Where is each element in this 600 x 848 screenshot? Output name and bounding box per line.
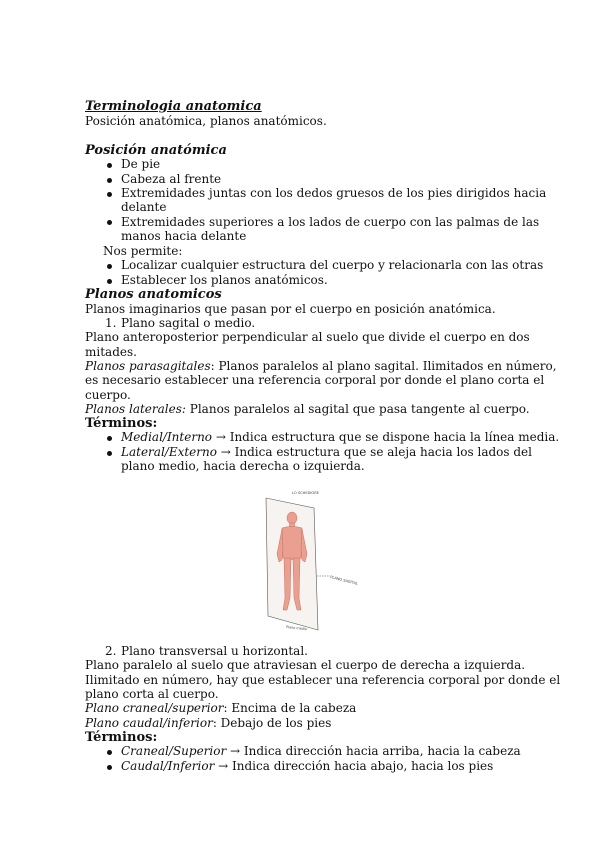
parasagital-text: : Planos paralelos al plano sagital. Ilimitados en número, xyxy=(210,359,557,373)
term-medial: Medial/Interno xyxy=(121,430,213,444)
section-heading-planos: Planos anatomicos xyxy=(85,287,222,302)
term-medial-text: → Indica estructura que se dispone hacia la línea media. xyxy=(212,430,560,444)
bullet xyxy=(107,192,112,197)
list-item: Cabeza al frente xyxy=(121,172,222,186)
paragraph-line: Plano paralelo al suelo que atraviesan el cuerpo de derecha a izquierda. xyxy=(85,658,526,672)
bullet xyxy=(107,279,112,284)
parasagital-line xyxy=(85,359,557,374)
list-item: Extremidades superiores a los lados de cuerpo con las palmas de las xyxy=(121,215,540,229)
planos-intro: Planos imaginarios que pasan por el cuerpo en posición anatómica. xyxy=(85,302,496,316)
paragraph-line: cuerpo. xyxy=(85,388,131,402)
term-item xyxy=(121,430,559,445)
paragraph-line: plano corta al cuerpo. xyxy=(85,687,219,701)
term-caudal-text: → Indica dirección hacia abajo, hacia los pies xyxy=(214,759,494,773)
caudal-line xyxy=(85,716,331,731)
term-item xyxy=(121,445,532,460)
paragraph-line: Ilimitado en número, hay que establecer una referencia corporal por donde el xyxy=(85,673,561,687)
term-craneal-text: → Indica dirección hacia arriba, hacia la cabeza xyxy=(226,744,521,758)
bullet xyxy=(107,750,112,755)
section-heading-posicion: Posición anatómica xyxy=(85,143,227,158)
term-lateral-text: → Indica estructura que se aleja hacia los lados del xyxy=(216,445,532,459)
numbered-item: Plano sagital o medio. xyxy=(121,316,256,330)
terminos-heading-2: Términos: xyxy=(85,730,158,745)
list-item-continuation: manos hacia delante xyxy=(121,229,247,243)
bullet xyxy=(107,178,112,183)
sagittal-plane-figure xyxy=(262,488,362,636)
doc-subtitle: Posición anatómica, planos anatómicos. xyxy=(85,114,327,128)
term-item-continuation: plano medio, hacia derecha o izquierda. xyxy=(121,459,365,473)
craneal-text: : Encima de la cabeza xyxy=(223,701,357,715)
paragraph-line: Plano anteroposterior perpendicular al suelo que divide el cuerpo en dos xyxy=(85,330,530,344)
laterales-text: Planos paralelos al sagital que pasa tangente al cuerpo. xyxy=(185,402,530,416)
paragraph-line: mitades. xyxy=(85,345,137,359)
term-craneal: Craneal/Superior xyxy=(121,744,227,758)
numbered-item: Plano transversal u horizontal. xyxy=(121,644,308,658)
bullet xyxy=(107,436,112,441)
term-caudal-plane: Plano caudal/inferior xyxy=(85,716,213,730)
list-number: 2. xyxy=(105,644,117,658)
term-item xyxy=(121,744,521,759)
bullet xyxy=(107,451,112,456)
paragraph-line: es necesario establecer una referencia corporal por donde el plano corta el xyxy=(85,373,545,387)
bullet xyxy=(107,220,112,225)
craneal-line xyxy=(85,701,356,716)
term-craneal-plane: Plano craneal/superior xyxy=(85,701,224,715)
list-item-continuation: delante xyxy=(121,200,167,214)
figure-caption: LO SCHEDIGRE xyxy=(292,491,319,495)
term-item xyxy=(121,759,493,774)
bullet xyxy=(107,765,112,770)
term-parasagitales: Planos parasagitales xyxy=(85,359,211,373)
caudal-text: : Debajo de los pies xyxy=(212,716,332,730)
doc-title: Terminologia anatomica xyxy=(85,99,262,114)
plane-label: PLANO SAGITAL xyxy=(329,575,359,586)
bullet xyxy=(107,264,112,269)
bullet xyxy=(107,163,112,168)
list-item: Establecer los planos anatómicos. xyxy=(121,273,328,287)
terminos-heading: Términos: xyxy=(85,416,158,431)
list-number: 1. xyxy=(105,316,117,330)
list-item: Localizar cualquier estructura del cuerpo y relacionarla con las otras xyxy=(121,258,544,272)
plane-bottom-label: Plano medio xyxy=(285,625,308,632)
list-item: Extremidades juntas con los dedos gruesos de los pies dirigidos hacia xyxy=(121,186,547,200)
term-caudal: Caudal/Inferior xyxy=(121,759,215,773)
term-laterales: Planos laterales: xyxy=(85,402,186,416)
permite-label: Nos permite: xyxy=(103,244,183,258)
list-item: De pie xyxy=(121,157,161,171)
term-lateral: Lateral/Externo xyxy=(121,445,217,459)
laterales-line xyxy=(85,402,530,417)
